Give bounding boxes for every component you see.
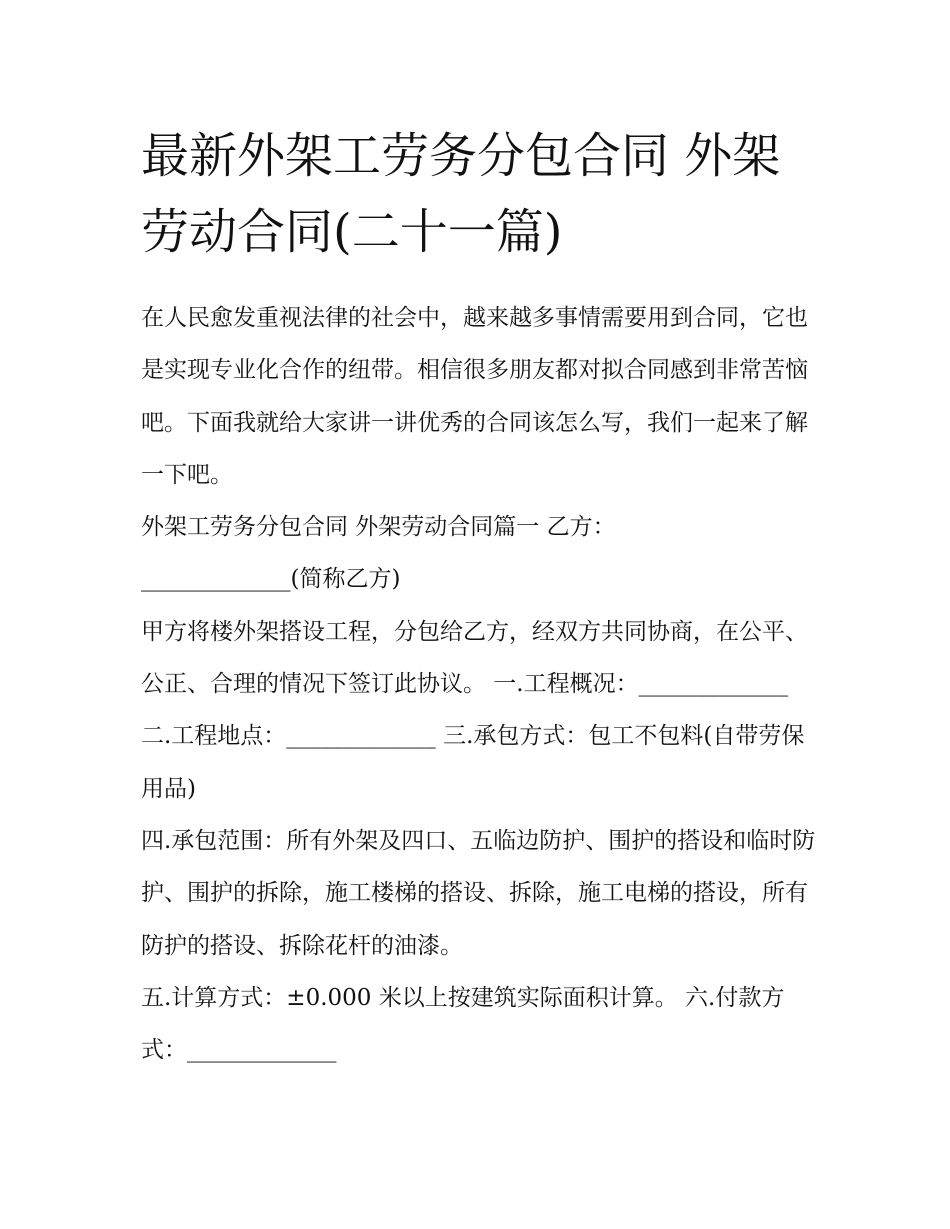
calculation-payment-paragraph: 五.计算方式：±0.000 米以上按建筑实际面积计算。 六.付款方式：_____________	[141, 984, 785, 1064]
location-method-paragraph: 二.工程地点：_____________ 三.承包方式：包工不包料(自带劳保用品)	[141, 723, 805, 802]
scope-paragraph: 四.承包范围：所有外架及四口、五临边防护、围护的搭设和临时防护、围护的拆除，施工楼梯的搭设、拆除，施工电梯的搭设，所有防护的搭设、拆除花杆的油漆。	[141, 827, 816, 959]
contract-heading-paragraph: 外架工劳务分包合同 外架劳动合同篇一 乙方：	[141, 514, 616, 541]
party-b-name-paragraph: _____________(简称乙方)	[141, 566, 401, 593]
document-body	[141, 118, 821, 1076]
agreement-paragraph: 甲方将楼外架搭设工程，分包给乙方，经双方共同协商，在公平、公正、合理的情况下签订此协议。 一.工程概况：_____________	[141, 618, 808, 698]
intro-paragraph: 在人民愈发重视法律的社会中，越来越多事情需要用到合同，它也是实现专业化合作的纽带。相信很多朋友都对拟合同感到非常苦恼吧。下面我就给大家讲一讲优秀的合同该怎么写，我们一起来了解一下吧。	[141, 305, 808, 488]
document-title: 最新外架工劳务分包合同 外架劳动合同(二十一篇)	[141, 128, 781, 260]
